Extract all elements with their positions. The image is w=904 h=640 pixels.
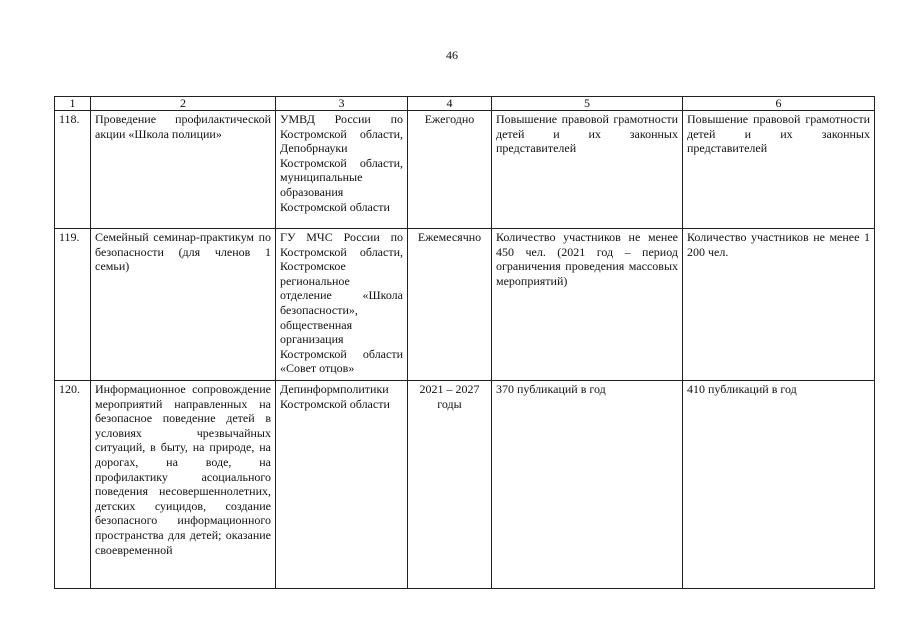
executor-cell: ГУ МЧС России по Костромской области, Костромское региональное отделение «Школа безопасности», общественная организация Костромской области «Совет отцов» bbox=[276, 229, 408, 381]
header-cell: 5 bbox=[492, 97, 683, 111]
row-number: 119. bbox=[55, 229, 91, 381]
table-row bbox=[55, 229, 875, 381]
header-cell: 4 bbox=[408, 97, 492, 111]
header-cell: 3 bbox=[276, 97, 408, 111]
result-cell: Количество участников не менее 1 200 чел. bbox=[683, 229, 875, 381]
table-header-row bbox=[55, 97, 875, 111]
indicator-cell: Количество участников не менее 450 чел. (2021 год – период ограничения проведения массовых мероприятий) bbox=[492, 229, 683, 381]
period-cell: 2021 – 2027 годы bbox=[408, 381, 492, 589]
indicator-cell: Повышение правовой грамотности детей и их законных представителей bbox=[492, 111, 683, 229]
executor-cell: Депинформполитики Костромской области bbox=[276, 381, 408, 589]
indicator-cell: 370 публикаций в год bbox=[492, 381, 683, 589]
executor-cell: УМВД России по Костромской области, Депобрнауки Костромской области, муниципальные образования Костромской области bbox=[276, 111, 408, 229]
activity-cell: Проведение профилактической акции «Школа полиции» bbox=[91, 111, 276, 229]
table-row bbox=[55, 381, 875, 589]
page-number: 46 bbox=[446, 48, 458, 62]
period-cell: Ежемесячно bbox=[408, 229, 492, 381]
header-cell: 6 bbox=[683, 97, 875, 111]
activity-cell: Семейный семинар-практикум по безопасности (для членов 1 семьи) bbox=[91, 229, 276, 381]
result-cell: Повышение правовой грамотности детей и их законных представителей bbox=[683, 111, 875, 229]
table-row bbox=[55, 111, 875, 229]
header-cell: 1 bbox=[55, 97, 91, 111]
row-number: 118. bbox=[55, 111, 91, 229]
activity-cell: Информационное сопровождение мероприятий направленных на безопасное поведение детей в условиях чрезвычайных ситуаций, в быту, на природе, на дорогах, на воде, на профилактику асоциального поведения несовершеннолетних, детских суицидов, создание безопасного информационного пространства для детей; оказание своевременной bbox=[91, 381, 276, 589]
row-number: 120. bbox=[55, 381, 91, 589]
period-cell: Ежегодно bbox=[408, 111, 492, 229]
program-table bbox=[54, 96, 875, 589]
result-cell: 410 публикаций в год bbox=[683, 381, 875, 589]
header-cell: 2 bbox=[91, 97, 276, 111]
